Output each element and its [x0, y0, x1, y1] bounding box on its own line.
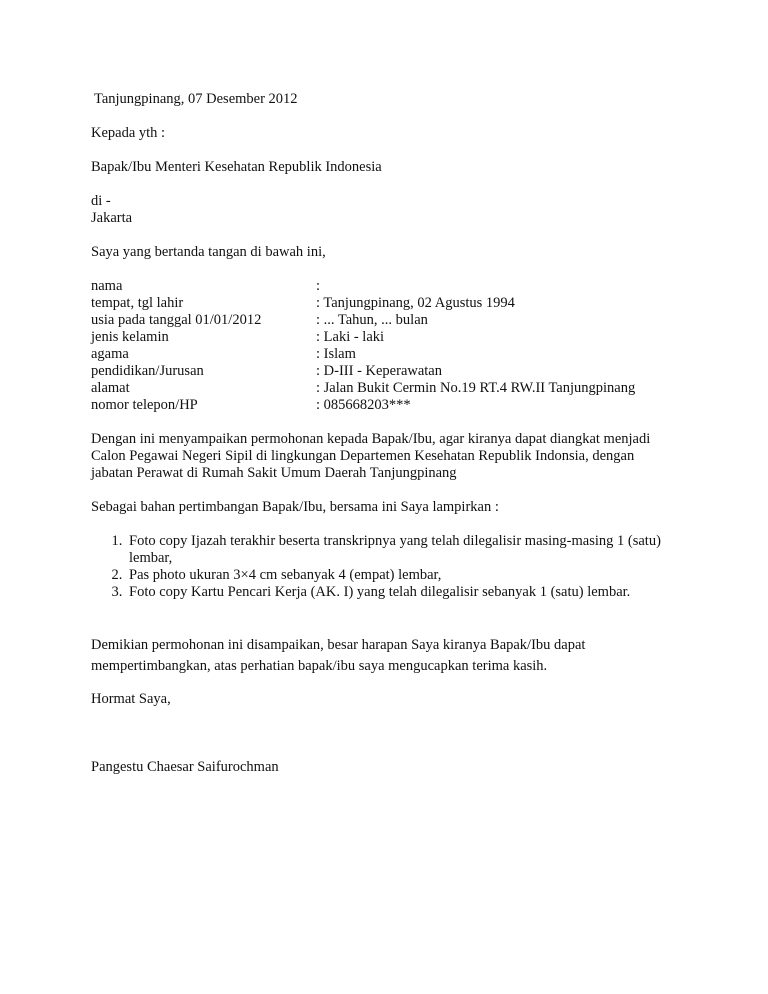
- field-row: [91, 380, 691, 397]
- request-paragraph: [91, 431, 691, 482]
- field-label: tempat, tgl lahir: [91, 295, 184, 311]
- field-row: [91, 295, 691, 312]
- closing-paragraph: [91, 635, 691, 677]
- signer-name: Pangestu Chaesar Saifurochman: [91, 759, 279, 775]
- field-row: [91, 346, 691, 363]
- field-value: : D-III - Keperawatan: [316, 363, 442, 379]
- recipient-di: di -: [91, 193, 111, 209]
- paragraph-line: Dengan ini menyampaikan permohonan kepada Bapak/Ibu, agar kiranya dapat diangkat menjadi: [91, 431, 651, 447]
- field-row: [91, 312, 691, 329]
- field-label: pendidikan/Jurusan: [91, 363, 204, 379]
- field-value: : Laki - laki: [316, 329, 385, 345]
- attachment-item: 2. Pas photo ukuran 3×4 cm sebanyak 4 (empat) lembar,: [126, 567, 691, 584]
- field-label: usia pada tanggal 01/01/2012: [91, 312, 262, 328]
- field-label: nomor telepon/HP: [91, 397, 198, 413]
- field-label: alamat: [91, 380, 130, 396]
- attachments-list: [91, 533, 691, 601]
- identity-fields: [91, 278, 691, 414]
- field-row: [91, 278, 691, 295]
- field-row: [91, 363, 691, 380]
- place-date: Tanjungpinang, 07 Desember 2012: [94, 91, 298, 107]
- field-value: : 085668203***: [316, 397, 411, 413]
- field-row: [91, 397, 691, 414]
- field-value: : Jalan Bukit Cermin No.19 RT.4 RW.II Tanjungpinang: [316, 380, 636, 396]
- attachment-item: 1. Foto copy Ijazah terakhir beserta transkripnya yang telah dilegalisir masing-masing 1 (satu) lembar,: [126, 533, 691, 567]
- recipient-city: Jakarta: [91, 210, 133, 226]
- to-label: Kepada yth :: [91, 125, 166, 141]
- attachment-item: 3. Foto copy Kartu Pencari Kerja (AK. I) yang telah dilegalisir sebanyak 1 (satu) lembar.: [126, 584, 691, 601]
- closing-line: mempertimbangkan, atas perhatian bapak/ibu saya mengucapkan terima kasih.: [91, 658, 548, 674]
- field-value: : Tanjungpinang, 02 Agustus 1994: [316, 295, 515, 311]
- closing-line: Demikian permohonan ini disampaikan, besar harapan Saya kiranya Bapak/Ibu dapat: [91, 637, 586, 653]
- field-label: nama: [91, 278, 123, 294]
- field-label: jenis kelamin: [91, 329, 169, 345]
- field-value: :: [316, 278, 321, 294]
- intro-sentence: Saya yang bertanda tangan di bawah ini,: [91, 244, 326, 260]
- field-row: [91, 329, 691, 346]
- letter-page: [91, 91, 691, 776]
- regards: Hormat Saya,: [91, 691, 171, 707]
- field-value: : ... Tahun, ... bulan: [316, 312, 428, 328]
- field-label: agama: [91, 346, 129, 362]
- paragraph-line: Calon Pegawai Negeri Sipil di lingkungan Departemen Kesehatan Republik Indonsia, dengan: [91, 448, 635, 464]
- recipient: Bapak/Ibu Menteri Kesehatan Republik Indonesia: [91, 159, 382, 175]
- attachments-intro: Sebagai bahan pertimbangan Bapak/Ibu, bersama ini Saya lampirkan :: [91, 499, 499, 515]
- paragraph-line: jabatan Perawat di Rumah Sakit Umum Daerah Tanjungpinang: [91, 465, 457, 481]
- field-value: : Islam: [316, 346, 356, 362]
